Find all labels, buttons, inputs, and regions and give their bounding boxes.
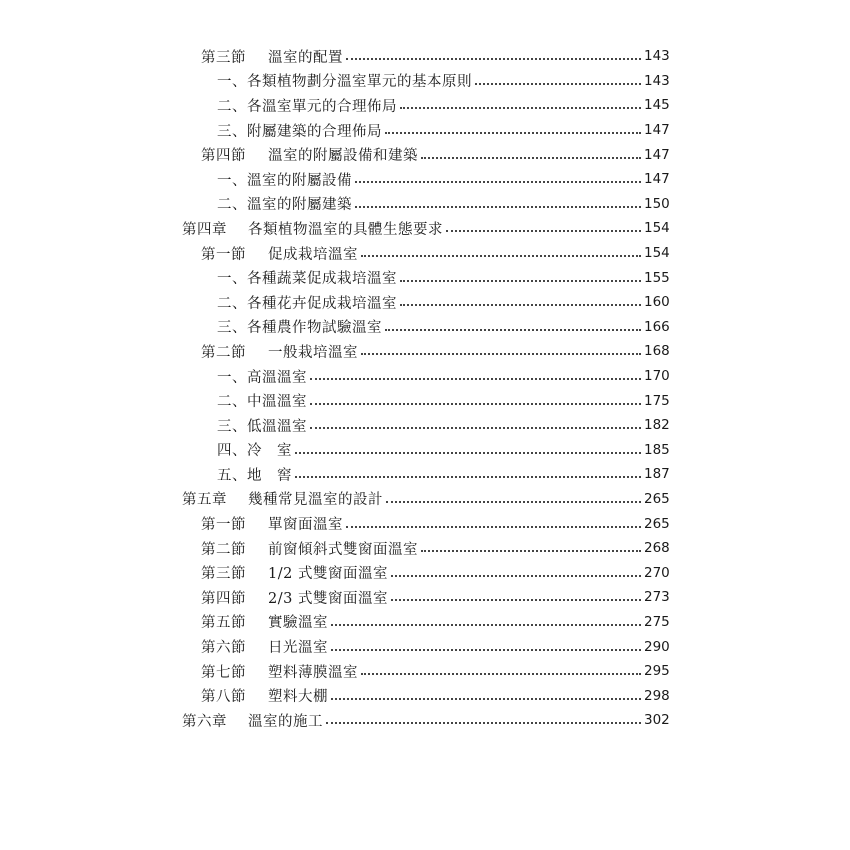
toc-entry-heading xyxy=(201,661,358,682)
toc-entry-heading xyxy=(217,390,307,411)
toc-entry xyxy=(217,439,668,460)
toc-entry xyxy=(217,193,668,214)
toc-item-row xyxy=(0,438,850,463)
toc-item-row xyxy=(0,93,850,118)
toc-entry-heading xyxy=(201,685,328,706)
toc-entry xyxy=(201,144,668,165)
toc-entry-page-number: 168 xyxy=(644,343,670,360)
toc-section-row xyxy=(0,241,850,266)
toc-entry-page-number: 185 xyxy=(644,441,670,458)
toc-item-row xyxy=(0,462,850,487)
toc-entry-title: 單窗面溫室 xyxy=(268,517,343,534)
toc-entry-title: 溫室的配置 xyxy=(268,49,343,66)
toc-entry xyxy=(201,538,668,559)
toc-entry-number: 第六章 xyxy=(182,713,227,730)
toc-entry xyxy=(217,415,668,436)
toc-entry-title: 各種農作物試驗溫室 xyxy=(247,320,382,337)
toc-item-row xyxy=(0,118,850,143)
toc-entry-title: 實驗溫室 xyxy=(268,615,328,632)
toc-entry-title: 地 窖 xyxy=(247,467,292,484)
toc-entry-title: 高溫溫室 xyxy=(247,369,307,386)
toc-entry-heading xyxy=(201,636,328,657)
toc-entry-title: 1/2 式雙窗面溫室 xyxy=(268,566,388,583)
toc-entry-number: 三、 xyxy=(217,123,247,140)
toc-section-row xyxy=(0,585,850,610)
dot-leader xyxy=(346,58,641,60)
toc-entry-page-number: 295 xyxy=(644,663,670,680)
toc-entry-heading xyxy=(201,341,358,362)
toc-entry xyxy=(182,218,668,239)
toc-entry xyxy=(201,46,668,67)
toc-entry xyxy=(201,341,668,362)
toc-entry-page-number: 270 xyxy=(644,564,670,581)
toc-entry-heading xyxy=(217,120,382,141)
toc-chapter-row xyxy=(0,487,850,512)
toc-entry-number: 三、 xyxy=(217,320,247,337)
toc-entry-title: 低溫溫室 xyxy=(247,418,307,435)
toc-entry-page-number: 302 xyxy=(644,712,670,729)
toc-section-row xyxy=(0,610,850,635)
toc-section-row xyxy=(0,683,850,708)
toc-entry-page-number: 170 xyxy=(644,368,670,385)
toc-entry-heading xyxy=(201,611,328,632)
toc-entry xyxy=(217,292,668,313)
toc-item-row xyxy=(0,364,850,389)
toc-item-row xyxy=(0,265,850,290)
dot-leader xyxy=(310,427,641,429)
toc-entry-title: 溫室的附屬建築 xyxy=(247,197,352,214)
toc-entry-title: 中溫溫室 xyxy=(247,394,307,411)
toc-entry-number: 四、 xyxy=(217,443,247,460)
dot-leader xyxy=(361,255,641,257)
toc-entry xyxy=(201,661,668,682)
toc-entry-page-number: 147 xyxy=(644,146,670,163)
dot-leader xyxy=(331,649,641,651)
toc-item-row xyxy=(0,69,850,94)
toc-entry xyxy=(217,390,668,411)
toc-entry xyxy=(201,611,668,632)
dot-leader xyxy=(421,550,641,552)
toc-entry-number: 二、 xyxy=(217,197,247,214)
toc-entry-page-number: 298 xyxy=(644,687,670,704)
toc-entry-heading xyxy=(201,243,358,264)
dot-leader xyxy=(295,476,641,478)
toc-entry-page-number: 166 xyxy=(644,318,670,335)
toc-entry-heading xyxy=(217,439,292,460)
toc-entry-number: 第二節 xyxy=(201,344,246,361)
toc-entry-heading xyxy=(201,587,388,608)
dot-leader xyxy=(475,83,641,85)
toc-entry-heading xyxy=(217,95,397,116)
toc-entry-title: 促成栽培溫室 xyxy=(268,246,358,263)
toc-entry-title: 前窗傾斜式雙窗面溫室 xyxy=(268,541,418,558)
dot-leader xyxy=(326,722,641,724)
dot-leader xyxy=(391,575,641,577)
toc-entry-heading xyxy=(182,710,323,731)
toc-entry xyxy=(201,636,668,657)
dot-leader xyxy=(400,304,641,306)
toc-section-row xyxy=(0,142,850,167)
toc-entry xyxy=(201,562,668,583)
toc-entry-heading xyxy=(201,513,343,534)
toc-entry-number: 一、 xyxy=(217,369,247,386)
toc-section-row xyxy=(0,511,850,536)
toc-item-row xyxy=(0,192,850,217)
dot-leader xyxy=(446,230,641,232)
toc-entry-number: 第二節 xyxy=(201,541,246,558)
toc-entry-number: 二、 xyxy=(217,295,247,312)
toc-entry-number: 第五節 xyxy=(201,615,246,632)
toc-entry xyxy=(201,243,668,264)
toc-entry-heading xyxy=(201,562,388,583)
toc-entry xyxy=(217,120,668,141)
toc-entry-number: 第三節 xyxy=(201,566,246,583)
toc-entry-number: 五、 xyxy=(217,467,247,484)
toc-entry-title: 各類植物溫室的具體生態要求 xyxy=(248,221,443,238)
toc-entry-heading xyxy=(217,366,307,387)
toc-entry-number: 二、 xyxy=(217,394,247,411)
toc-item-row xyxy=(0,413,850,438)
toc-chapter-row xyxy=(0,708,850,733)
toc-item-row xyxy=(0,388,850,413)
toc-entry-page-number: 143 xyxy=(644,48,670,65)
toc-entry-number: 第八節 xyxy=(201,689,246,706)
toc-entry xyxy=(201,587,668,608)
toc-entry-heading xyxy=(201,46,343,67)
toc-entry-page-number: 265 xyxy=(644,490,670,507)
toc-entry-page-number: 187 xyxy=(644,466,670,483)
toc-item-row xyxy=(0,167,850,192)
toc-entry-heading xyxy=(201,538,418,559)
toc-entry xyxy=(217,95,668,116)
toc-entry xyxy=(201,685,668,706)
dot-leader xyxy=(310,378,641,380)
toc-entry xyxy=(182,710,668,731)
toc-entry-page-number: 160 xyxy=(644,294,670,311)
toc-entry xyxy=(217,70,668,91)
toc-entry-title: 塑料大棚 xyxy=(268,689,328,706)
toc-entry-title: 溫室的附屬設備和建築 xyxy=(268,148,418,165)
dot-leader xyxy=(361,353,641,355)
dot-leader xyxy=(346,526,641,528)
toc-entry-title: 塑料薄膜溫室 xyxy=(268,664,358,681)
toc-item-row xyxy=(0,315,850,340)
table-of-contents xyxy=(0,44,850,733)
toc-entry-number: 第四節 xyxy=(201,590,246,607)
toc-entry-title: 溫室的附屬設備 xyxy=(247,172,352,189)
toc-entry-number: 三、 xyxy=(217,418,247,435)
toc-entry-number: 一、 xyxy=(217,271,247,288)
toc-entry-page-number: 147 xyxy=(644,171,670,188)
toc-entry-page-number: 145 xyxy=(644,97,670,114)
toc-entry-page-number: 175 xyxy=(644,392,670,409)
toc-entry-heading xyxy=(217,464,292,485)
dot-leader xyxy=(355,181,641,183)
dot-leader xyxy=(391,599,641,601)
toc-entry-number: 二、 xyxy=(217,98,247,115)
toc-entry-number: 第一節 xyxy=(201,517,246,534)
toc-entry-title: 各種花卉促成栽培溫室 xyxy=(247,295,397,312)
toc-entry-page-number: 143 xyxy=(644,72,670,89)
toc-entry-number: 一、 xyxy=(217,74,247,91)
toc-entry-title: 各種蔬菜促成栽培溫室 xyxy=(247,271,397,288)
toc-entry-page-number: 265 xyxy=(644,515,670,532)
toc-section-row xyxy=(0,536,850,561)
dot-leader xyxy=(400,107,641,109)
toc-entry-page-number: 273 xyxy=(644,589,670,606)
toc-entry-title: 日光溫室 xyxy=(268,640,328,657)
dot-leader xyxy=(386,501,641,503)
toc-entry-page-number: 290 xyxy=(644,638,670,655)
toc-section-row xyxy=(0,634,850,659)
toc-entry-number: 第四章 xyxy=(182,221,227,238)
toc-section-row xyxy=(0,44,850,69)
toc-entry xyxy=(217,316,668,337)
toc-entry-page-number: 275 xyxy=(644,613,670,630)
toc-entry-heading xyxy=(217,70,472,91)
toc-entry-page-number: 147 xyxy=(644,122,670,139)
toc-entry-page-number: 155 xyxy=(644,269,670,286)
toc-entry-title: 一般栽培溫室 xyxy=(268,344,358,361)
dot-leader xyxy=(310,403,641,405)
toc-entry-heading xyxy=(182,488,383,509)
toc-entry-page-number: 154 xyxy=(644,245,670,262)
dot-leader xyxy=(355,206,641,208)
dot-leader xyxy=(421,157,641,159)
toc-entry xyxy=(217,464,668,485)
toc-entry-title: 2/3 式雙窗面溫室 xyxy=(268,590,388,607)
toc-entry-number: 第六節 xyxy=(201,640,246,657)
dot-leader xyxy=(385,329,641,331)
toc-entry-number: 第四節 xyxy=(201,148,246,165)
toc-entry-title: 溫室的施工 xyxy=(248,713,323,730)
toc-entry-number: 第七節 xyxy=(201,664,246,681)
toc-entry xyxy=(182,488,668,509)
toc-entry-number: 第三節 xyxy=(201,49,246,66)
toc-entry xyxy=(201,513,668,534)
dot-leader xyxy=(385,132,641,134)
toc-entry-number: 第五章 xyxy=(182,492,227,509)
toc-entry xyxy=(217,366,668,387)
toc-entry-page-number: 150 xyxy=(644,195,670,212)
toc-entry-heading xyxy=(217,169,352,190)
toc-entry xyxy=(217,267,668,288)
toc-entry-title: 冷 室 xyxy=(247,443,292,460)
toc-section-row xyxy=(0,560,850,585)
toc-entry-heading xyxy=(217,193,352,214)
toc-entry-heading xyxy=(201,144,418,165)
toc-entry-heading xyxy=(217,267,397,288)
toc-section-row xyxy=(0,339,850,364)
toc-chapter-row xyxy=(0,216,850,241)
toc-entry-title: 附屬建築的合理佈局 xyxy=(247,123,382,140)
dot-leader xyxy=(361,673,641,675)
toc-entry-page-number: 182 xyxy=(644,417,670,434)
toc-section-row xyxy=(0,659,850,684)
toc-entry-number: 一、 xyxy=(217,172,247,189)
dot-leader xyxy=(295,452,641,454)
toc-item-row xyxy=(0,290,850,315)
toc-entry-heading xyxy=(217,415,307,436)
toc-entry-heading xyxy=(217,292,397,313)
toc-entry-title: 各類植物劃分溫室單元的基本原則 xyxy=(247,74,472,91)
toc-entry-title: 各溫室單元的合理佈局 xyxy=(247,98,397,115)
toc-entry-page-number: 268 xyxy=(644,540,670,557)
toc-entry-heading xyxy=(182,218,443,239)
toc-entry-title: 幾種常見溫室的設計 xyxy=(248,492,383,509)
toc-entry-number: 第一節 xyxy=(201,246,246,263)
toc-entry-heading xyxy=(217,316,382,337)
dot-leader xyxy=(400,280,641,282)
toc-entry-page-number: 154 xyxy=(644,220,670,237)
dot-leader xyxy=(331,698,641,700)
toc-entry xyxy=(217,169,668,190)
dot-leader xyxy=(331,624,641,626)
